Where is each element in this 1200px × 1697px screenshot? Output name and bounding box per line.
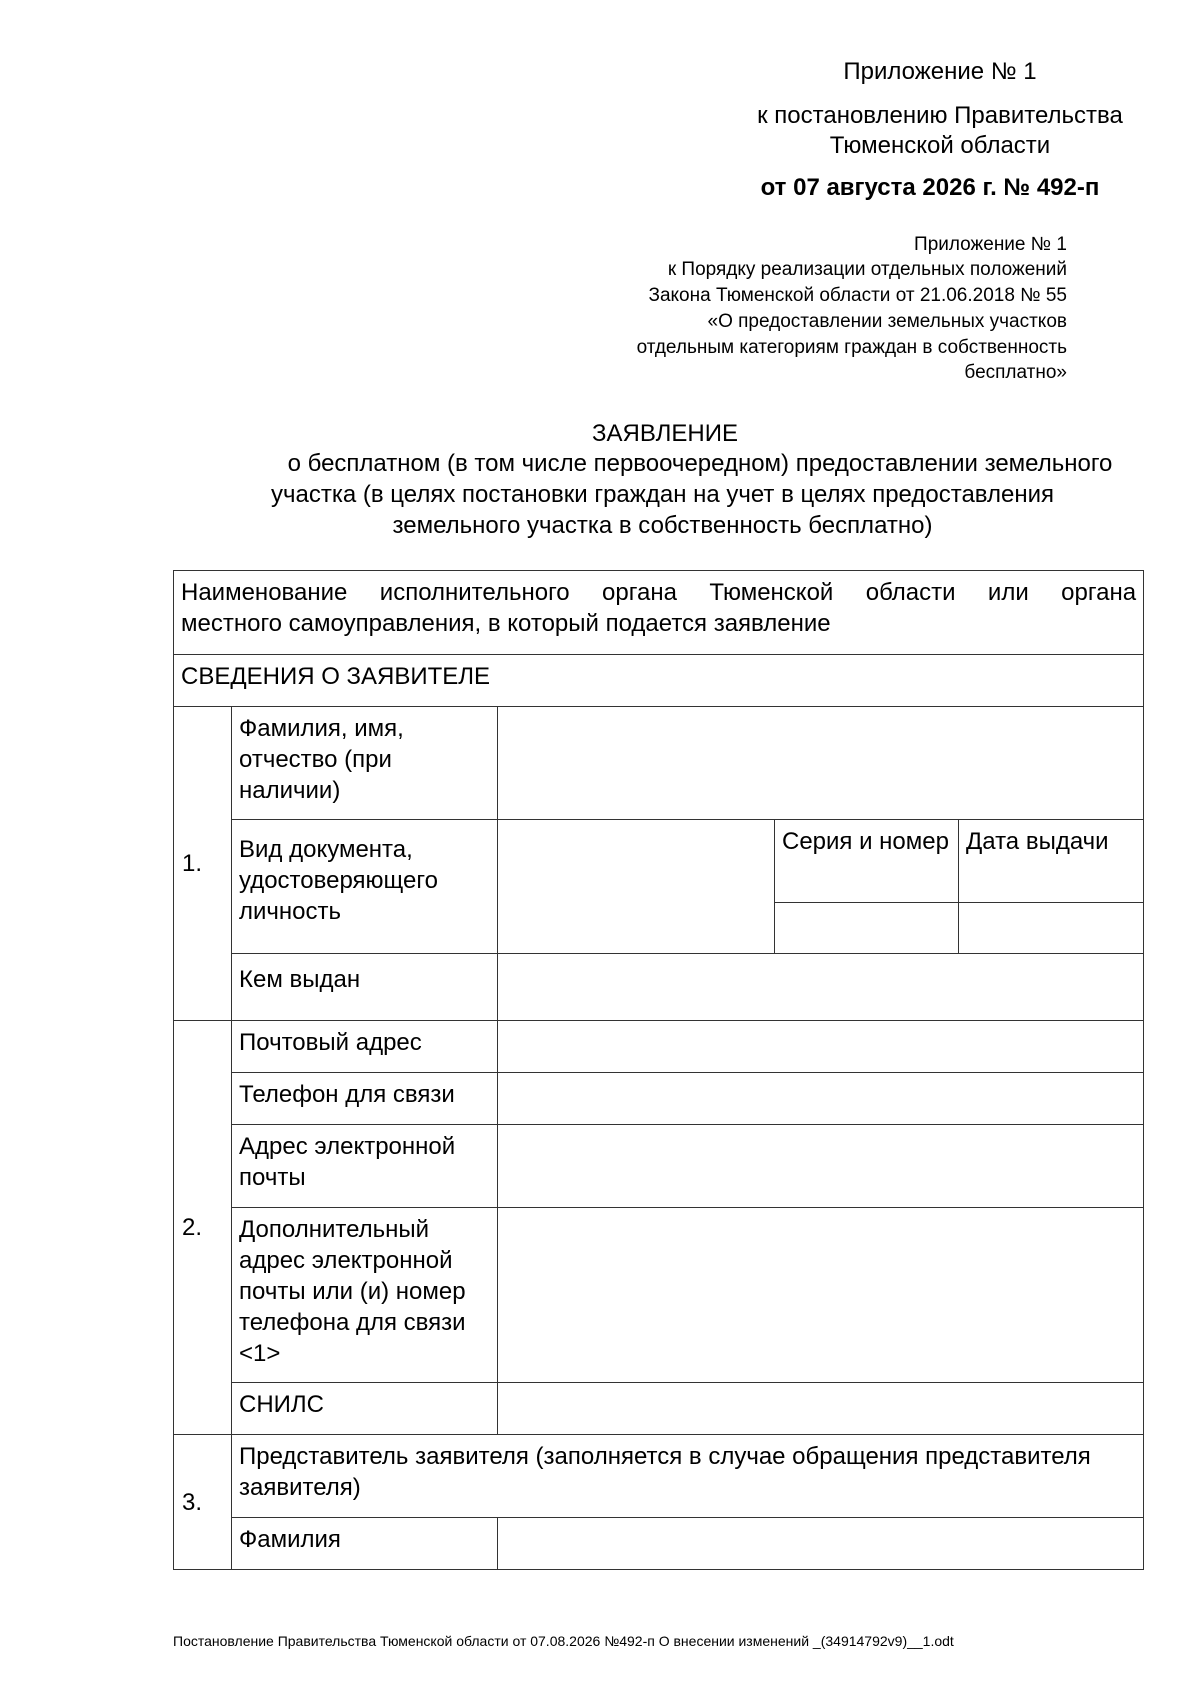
applicant-section-row xyxy=(174,655,1144,707)
snils-row xyxy=(174,1383,1144,1435)
subannex-line6: бесплатно» xyxy=(964,362,1067,383)
surname-label: Фамилия xyxy=(232,1518,498,1570)
authority-cell xyxy=(174,571,1144,655)
authority-label-line2: местного самоуправления, в который подается заявление xyxy=(181,610,831,637)
series-number-label: Серия и номер xyxy=(775,820,959,903)
issued-by-label: Кем выдан xyxy=(232,954,498,1021)
annex-number: Приложение № 1 xyxy=(843,58,1037,85)
document-footer: Постановление Правительства Тюменской области от 07.08.2026 №492-п О внесении изменений _(34914792v9)__1.odt xyxy=(173,1633,954,1649)
series-number-field[interactable] xyxy=(775,903,959,954)
document-heading: ЗАЯВЛЕНИЕ xyxy=(592,420,738,447)
subannex-line1: Приложение № 1 xyxy=(914,234,1067,255)
postal-address-row xyxy=(174,1021,1144,1073)
issue-date-label: Дата выдачи xyxy=(959,820,1144,903)
snils-label: СНИЛС xyxy=(232,1383,498,1435)
surname-field[interactable] xyxy=(498,1518,1144,1570)
full-name-label: Фамилия, имя, отчество (при наличии) xyxy=(232,707,498,820)
applicant-section-heading: СВЕДЕНИЯ О ЗАЯВИТЕЛЕ xyxy=(174,655,1144,707)
phone-row xyxy=(174,1073,1144,1125)
document-title-line3: земельного участка в собственность бесплатно) xyxy=(392,512,933,539)
authority-label-line1: Наименование исполнительного органа Тюменской области или органа xyxy=(181,579,1137,606)
document-title-line2: участка (в целях постановки граждан на учет в целях предоставления xyxy=(271,481,1054,508)
postal-address-field[interactable] xyxy=(498,1021,1144,1073)
row-number-2: 2. xyxy=(174,1021,232,1435)
full-name-field[interactable] xyxy=(498,707,1144,820)
subannex-line3: Закона Тюменской области от 21.06.2018 № 55 xyxy=(648,285,1067,306)
email-label: Адрес электронной почты xyxy=(232,1125,498,1208)
resolution-reference-line2: Тюменской области xyxy=(829,132,1051,159)
full-name-row xyxy=(174,707,1144,820)
subannex-line4: «О предоставлении земельных участков xyxy=(707,311,1067,332)
subannex-line2: к Порядку реализации отдельных положений xyxy=(667,259,1067,280)
row-number-1: 1. xyxy=(174,707,232,1021)
row-number-3: 3. xyxy=(174,1435,232,1570)
authority-row xyxy=(174,571,1144,655)
surname-row xyxy=(174,1518,1144,1570)
issued-by-field[interactable] xyxy=(498,954,1144,1021)
email-field[interactable] xyxy=(498,1125,1144,1208)
id-document-field[interactable] xyxy=(498,820,775,954)
phone-label: Телефон для связи xyxy=(232,1073,498,1125)
email-row xyxy=(174,1125,1144,1208)
additional-contact-label: Дополнительный адрес электронной почты или (и) номер телефона для связи <1> xyxy=(232,1208,498,1383)
document-title-line1: о бесплатном (в том числе первоочередном) предоставлении земельного xyxy=(287,450,1113,477)
resolution-reference-line1: к постановлению Правительства xyxy=(757,102,1123,129)
application-form-table xyxy=(173,570,1144,1570)
additional-contact-field[interactable] xyxy=(498,1208,1144,1383)
phone-field[interactable] xyxy=(498,1073,1144,1125)
representative-heading: Представитель заявителя (заполняется в случае обращения представителя заявителя) xyxy=(232,1435,1144,1518)
snils-field[interactable] xyxy=(498,1383,1144,1435)
issued-by-row xyxy=(174,954,1144,1021)
additional-contact-row xyxy=(174,1208,1144,1383)
postal-address-label: Почтовый адрес xyxy=(232,1021,498,1073)
resolution-date: от 07 августа 2026 г. № 492-п xyxy=(760,174,1100,201)
representative-row xyxy=(174,1435,1144,1518)
subannex-line5: отдельным категориям граждан в собственность xyxy=(636,337,1067,358)
id-document-label: Вид документа, удостоверяющего личность xyxy=(232,820,498,954)
issue-date-field[interactable] xyxy=(959,903,1144,954)
id-document-row xyxy=(174,820,1144,903)
